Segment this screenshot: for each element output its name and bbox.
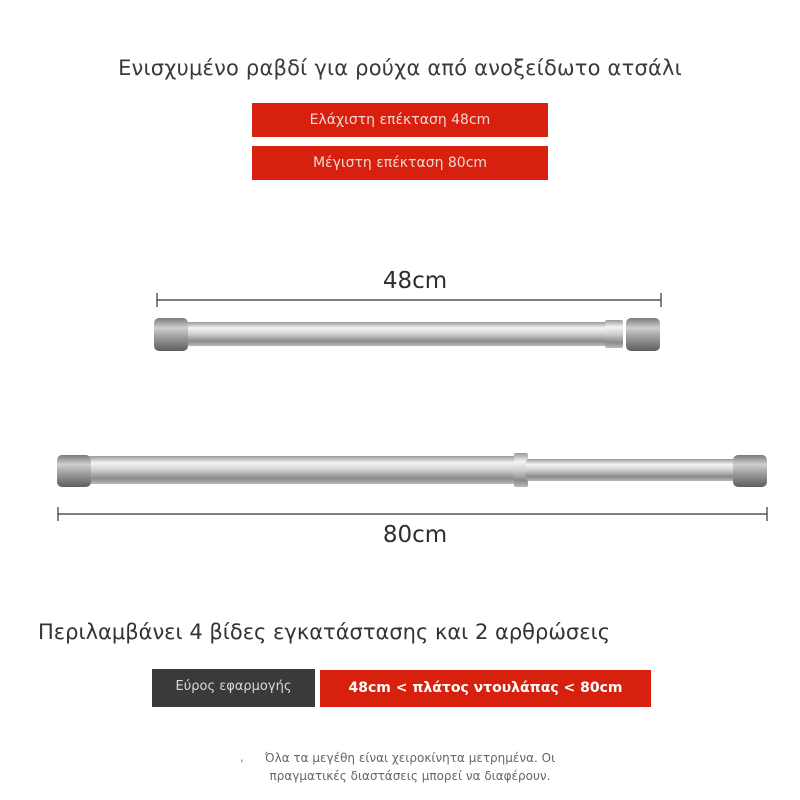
page-title: Ενισχυμένο ραβδί για ρούχα από ανοξείδωτο ατσάλι — [118, 56, 682, 80]
min-extension-badge: Ελάχιστη επέκταση 48cm — [252, 103, 548, 137]
note-mark: , — [240, 750, 244, 764]
long-rod-dimension-line — [58, 507, 767, 521]
includes-text: Περιλαμβάνει 4 βίδες εγκατάστασης και 2 αρθρώσεις — [38, 620, 611, 644]
range-value-badge: 48cm < πλάτος ντουλάπας < 80cm — [320, 670, 651, 707]
short-rod — [154, 318, 660, 351]
range-label-badge: Εύρος εφαρμογής — [152, 669, 315, 707]
measurement-note: Όλα τα μεγέθη είναι χειροκίνητα μετρημένα. Οι πραγματικές διαστάσεις μπορεί να διαφέρουν. — [264, 751, 556, 783]
short-rod-length-label: 48cm — [382, 268, 448, 294]
short-rod-dimension-line — [157, 293, 661, 307]
long-rod — [57, 453, 767, 487]
long-rod-length-label: 80cm — [382, 522, 448, 548]
max-extension-badge: Μέγιστη επέκταση 80cm — [252, 146, 548, 180]
